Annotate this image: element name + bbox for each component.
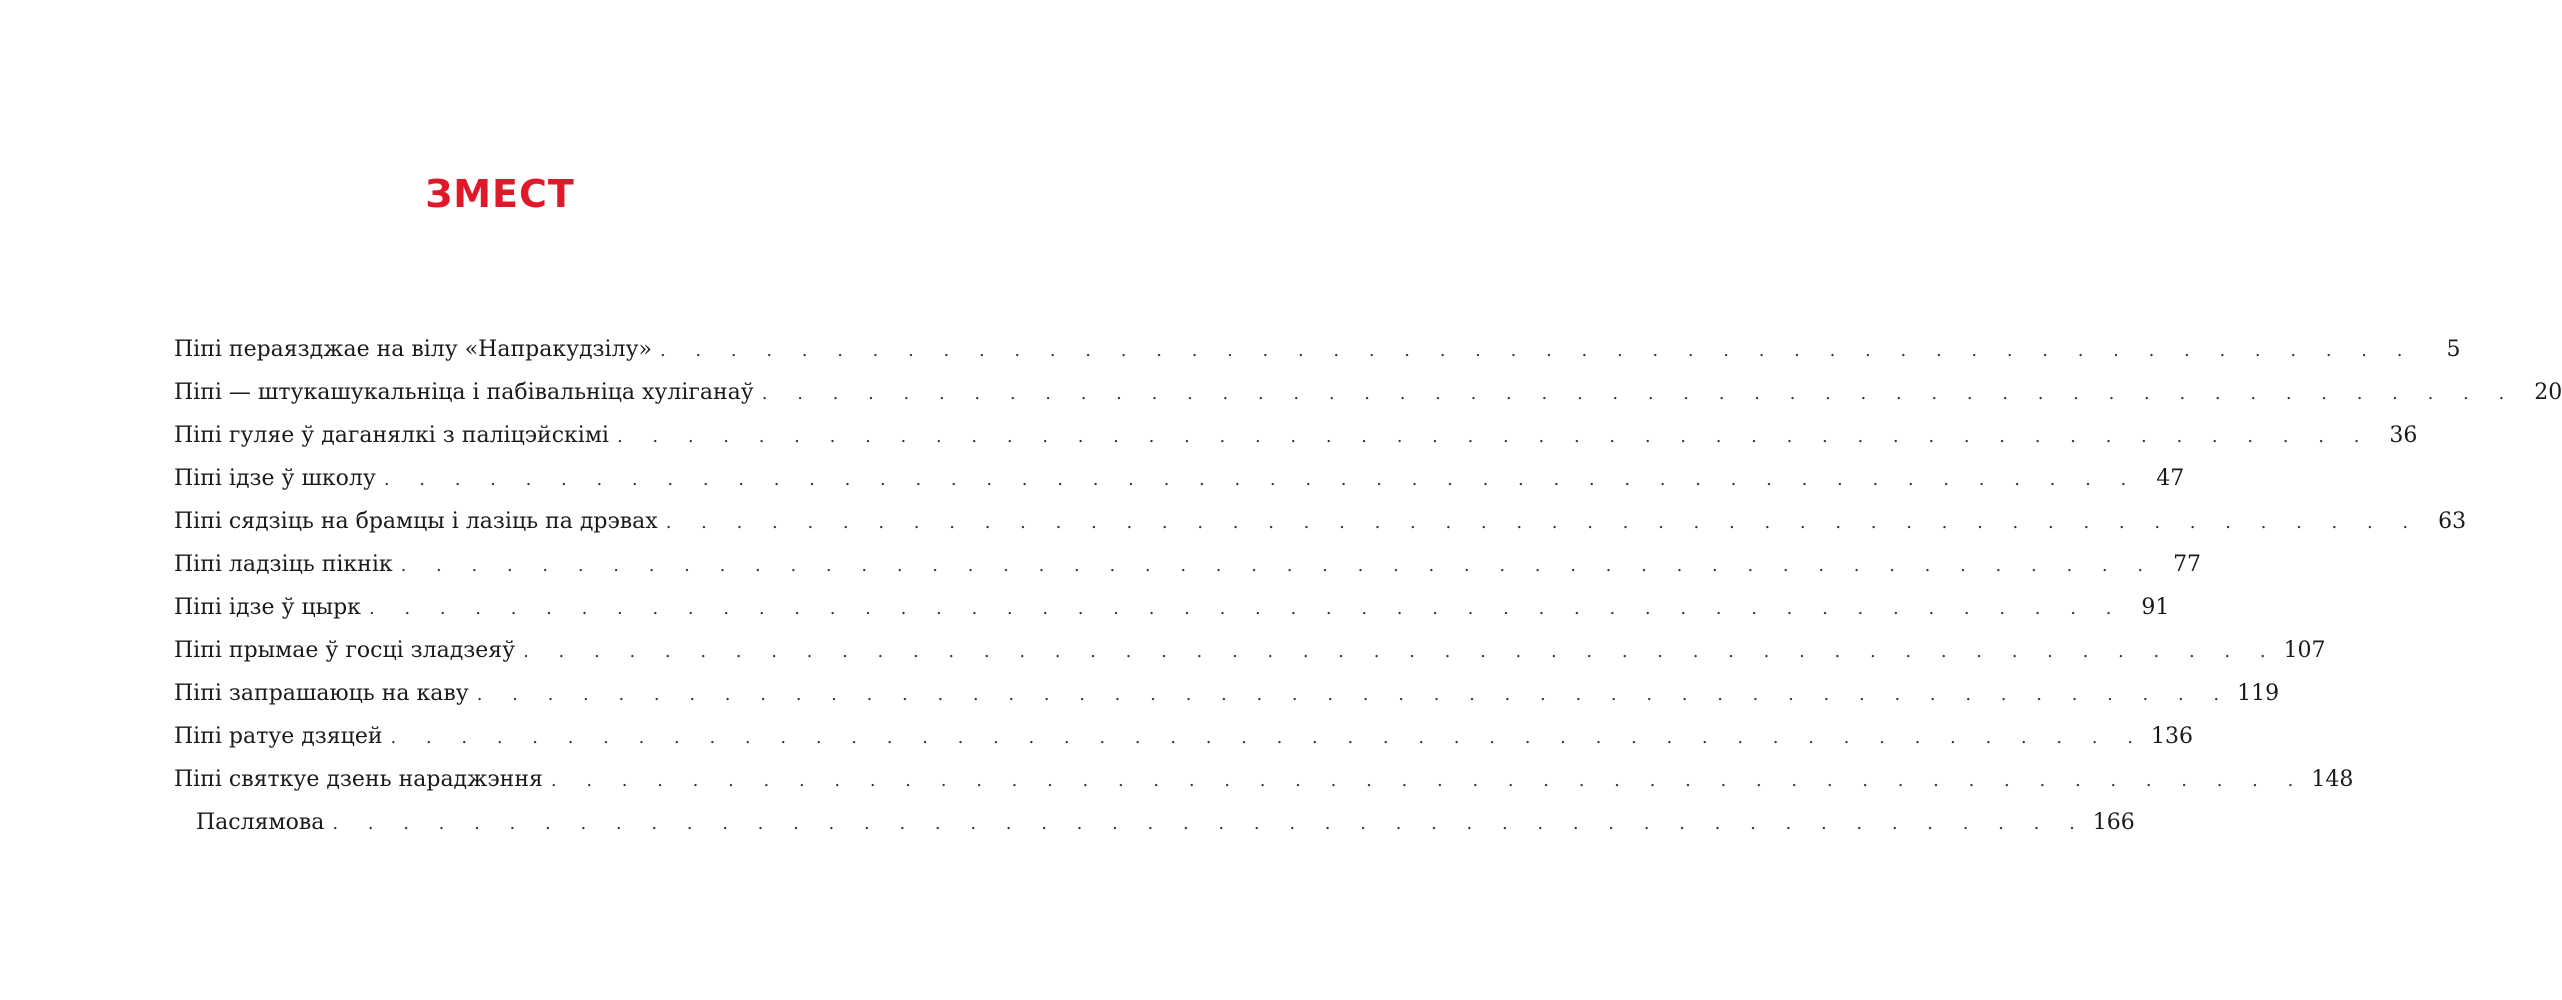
toc-entry-page: 77	[2173, 552, 2202, 577]
toc-entry	[174, 629, 2326, 672]
toc-entry-title: Піпі святкуе дзень нараджэння	[174, 767, 543, 792]
toc-dot-leader: . . . . . . . . . . . . . . . . . . . . . . . . . . . . . . . . . . . . . . . . . . . . . . . . . .	[665, 512, 2421, 533]
toc-entry-page: 63	[2438, 509, 2467, 534]
toc-entry-page: 91	[2141, 595, 2170, 620]
toc-entry	[174, 414, 2418, 457]
toc-dot-leader: . . . . . . . . . . . . . . . . . . . . . . . . . . . . . . . . . . . . . . . . . . . . . . . . . .	[390, 727, 2145, 748]
toc-entry	[174, 672, 2280, 715]
toc-dot-leader: . . . . . . . . . . . . . . . . . . . . . . . . . . . . . . . . . . . . . . . . . . . . . . . . . .	[659, 340, 2415, 361]
toc-entry-page: 166	[2092, 810, 2135, 835]
toc-entry	[174, 328, 2461, 371]
toc-dot-leader: . . . . . . . . . . . . . . . . . . . . . . . . . . . . . . . . . . . . . . . . . . . . . . . . . .	[332, 813, 2087, 834]
table-of-contents	[174, 328, 2562, 844]
toc-entry-title: Піпі запрашаюць на каву	[174, 681, 469, 706]
toc-entry	[174, 500, 2467, 543]
toc-entry-title: Піпі прымае ў госці зладзеяў	[174, 638, 516, 663]
toc-dot-leader: . . . . . . . . . . . . . . . . . . . . . . . . . . . . . . . . . . . . . . . . . . . . . . . . . .	[616, 426, 2372, 447]
toc-entry-page: 119	[2237, 681, 2280, 706]
page-title: ЗМЕСТ	[425, 172, 575, 216]
toc-entry-page: 148	[2311, 767, 2354, 792]
toc-entry-title: Піпі пераязджае на вілу «Напракудзілу»	[174, 337, 652, 362]
toc-dot-leader: . . . . . . . . . . . . . . . . . . . . . . . . . . . . . . . . . . . . . . . . . . . . . . . . . .	[550, 770, 2306, 791]
toc-entry-title: Піпі сядзіць на брамцы і лазіць па дрэвах	[174, 509, 658, 534]
toc-dot-leader: . . . . . . . . . . . . . . . . . . . . . . . . . . . . . . . . . . . . . . . . . . . . . . . . . .	[383, 469, 2139, 490]
toc-entry-page: 107	[2283, 638, 2326, 663]
toc-entry	[174, 586, 2170, 629]
toc-entry-page: 5	[2446, 337, 2461, 362]
toc-dot-leader: . . . . . . . . . . . . . . . . . . . . . . . . . . . . . . . . . . . . . . . . . . . . . . . . . .	[523, 641, 2278, 662]
toc-entry-afterword	[174, 801, 2135, 844]
toc-entry	[174, 543, 2202, 586]
toc-entry-title: Піпі гуляе ў даганялкі з паліцэйскімі	[174, 423, 609, 448]
toc-entry-title: Піпі ідзе ў школу	[174, 466, 376, 491]
toc-dot-leader: . . . . . . . . . . . . . . . . . . . . . . . . . . . . . . . . . . . . . . . . . . . . . . . . . .	[476, 684, 2232, 705]
toc-entry-title: Піпі ладзіць пікнік	[174, 552, 393, 577]
toc-entry-page: 47	[2156, 466, 2185, 491]
toc-dot-leader: . . . . . . . . . . . . . . . . . . . . . . . . . . . . . . . . . . . . . . . . . . . . . . . . . .	[368, 598, 2124, 619]
toc-entry-title: Піпі — штукашукальніца і пабівальніца хуліганаў	[174, 380, 754, 405]
toc-entry	[174, 758, 2354, 801]
toc-entry	[174, 715, 2193, 758]
toc-entry	[174, 371, 2562, 414]
toc-entry-title: Піпі ратуе дзяцей	[174, 724, 383, 749]
toc-dot-leader: . . . . . . . . . . . . . . . . . . . . . . . . . . . . . . . . . . . . . . . . . . . . . . . . . .	[400, 555, 2156, 576]
toc-entry-title: Піпі ідзе ў цырк	[174, 595, 361, 620]
toc-dot-leader: . . . . . . . . . . . . . . . . . . . . . . . . . . . . . . . . . . . . . . . . . . . . . . . . . .	[761, 383, 2517, 404]
toc-entry-page: 36	[2389, 423, 2418, 448]
toc-entry-title: Паслямова	[196, 810, 325, 835]
toc-entry-page: 136	[2150, 724, 2193, 749]
toc-entry-page: 20	[2534, 380, 2562, 405]
toc-entry	[174, 457, 2185, 500]
